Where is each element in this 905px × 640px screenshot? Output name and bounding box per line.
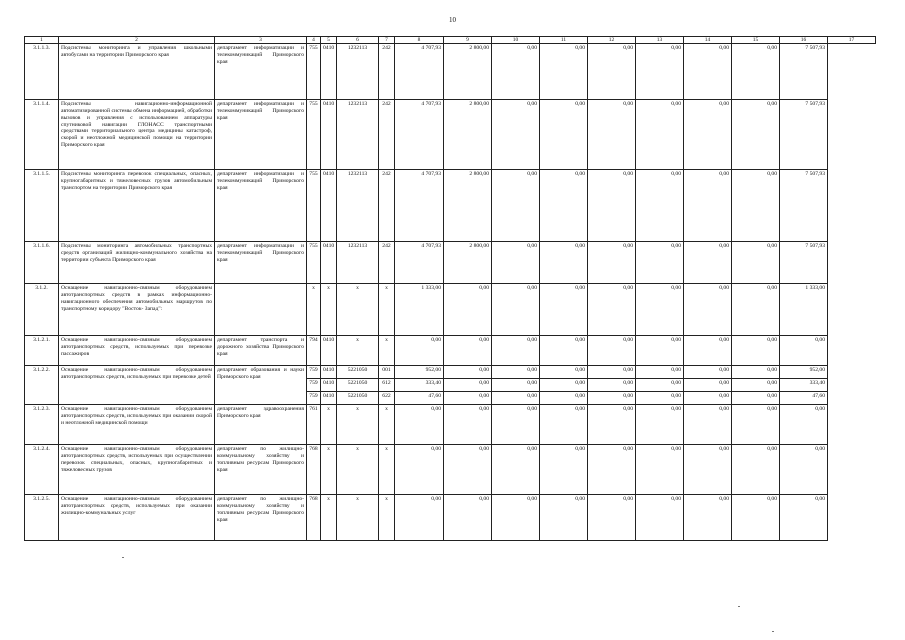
amount-cell: 1 333,00	[780, 284, 828, 336]
table-row	[25, 336, 876, 366]
amount-cell: 0,00	[732, 392, 780, 405]
column-number-header: 3	[215, 37, 307, 44]
column-number-header: 6	[337, 37, 379, 44]
responsible-executor: департамент информатизации и телекоммуникаций Приморского края	[215, 242, 307, 284]
amount-cell: 0,00	[540, 445, 588, 495]
amount-cell: 0,00	[444, 392, 492, 405]
responsible-executor: департамент информатизации и телекоммуникаций Приморского края	[215, 44, 307, 100]
amount-cell: 7 507,93	[780, 100, 828, 170]
amount-cell: 0,00	[732, 170, 780, 242]
amount-cell: 7 507,93	[780, 170, 828, 242]
item-description: Оснащение навигационно-связным оборудованием автотранспортных средств, используемых при перевозке пассажиров	[59, 336, 215, 366]
budget-code-cell: 5221050	[337, 392, 379, 405]
budget-code-cell: 0410	[321, 100, 337, 170]
budget-code-cell: 755	[307, 242, 321, 284]
scan-speck	[738, 606, 740, 607]
amount-cell: 0,00	[684, 495, 732, 541]
budget-code-cell: 1232113	[337, 170, 379, 242]
amount-cell: 0,00	[780, 495, 828, 541]
budget-code-cell: 242	[379, 170, 395, 242]
amount-cell: 0,00	[636, 392, 684, 405]
column-number-header: 12	[588, 37, 636, 44]
amount-cell: 0,00	[540, 284, 588, 336]
item-description: Подсистемы мониторинга автомобильных транспортных средств организаций жилищно-коммунального хозяйства на территории субъекта Приморского края	[59, 242, 215, 284]
amount-cell: 0,00	[444, 405, 492, 445]
item-code: 3.1.1.3.	[25, 44, 59, 100]
amount-cell: 4 707,93	[395, 170, 444, 242]
amount-cell: 0,00	[636, 284, 684, 336]
amount-cell: 0,00	[732, 379, 780, 392]
amount-cell: 952,00	[780, 366, 828, 379]
responsible-executor: департамент транспорта и дорожного хозяйства Приморского края	[215, 336, 307, 366]
budget-code-cell: 242	[379, 242, 395, 284]
amount-cell: 0,00	[588, 170, 636, 242]
budget-code-cell: 768	[307, 445, 321, 495]
scan-speck	[122, 557, 124, 558]
budget-code-cell: 768	[307, 495, 321, 541]
amount-cell: 0,00	[732, 366, 780, 379]
budget-code-cell: 1232113	[337, 242, 379, 284]
column-number-header: 11	[540, 37, 588, 44]
budget-code-cell: 759	[307, 379, 321, 392]
item-description: Оснащение навигационно-связным оборудованием автотранспортных средств, используемых при оказании жилищно-коммунальных услуг	[59, 495, 215, 541]
amount-cell: 0,00	[492, 366, 540, 379]
budget-code-cell: 5221050	[337, 366, 379, 379]
budget-code-cell: x	[379, 445, 395, 495]
budget-code-cell: 0410	[321, 170, 337, 242]
amount-cell: 2 800,00	[444, 170, 492, 242]
amount-cell: 0,00	[492, 44, 540, 100]
column-number-header: 7	[379, 37, 395, 44]
amount-cell: 0,00	[636, 100, 684, 170]
amount-cell: 0,00	[492, 242, 540, 284]
amount-cell: 0,00	[780, 405, 828, 445]
item-code: 3.1.2.2.	[25, 366, 59, 405]
amount-cell: 0,00	[492, 445, 540, 495]
amount-cell: 0,00	[684, 392, 732, 405]
budget-code-cell: 759	[307, 366, 321, 379]
column-number-header: 15	[732, 37, 780, 44]
amount-cell: 4 707,93	[395, 100, 444, 170]
amount-cell: 0,00	[732, 445, 780, 495]
amount-cell: 0,00	[780, 445, 828, 495]
column-number-header: 5	[321, 37, 337, 44]
budget-code-cell: 0410	[321, 392, 337, 405]
responsible-executor: департамент здравоохранения Приморского края	[215, 405, 307, 445]
responsible-executor: департамент по жилищно-коммунальному хозяйству и топливным ресурсам Приморского края	[215, 445, 307, 495]
amount-cell: 0,00	[684, 445, 732, 495]
column-number-header: 17	[828, 37, 876, 44]
amount-cell: 0,00	[588, 284, 636, 336]
amount-cell: 0,00	[636, 495, 684, 541]
amount-cell: 0,00	[636, 445, 684, 495]
amount-cell: 0,00	[636, 379, 684, 392]
table-row	[25, 445, 876, 495]
amount-cell: 0,00	[444, 336, 492, 366]
amount-cell: 0,00	[540, 366, 588, 379]
amount-cell: 0,00	[684, 100, 732, 170]
budget-code-cell: 0410	[321, 44, 337, 100]
amount-cell: 0,00	[732, 336, 780, 366]
amount-cell: 2 800,00	[444, 100, 492, 170]
item-description: Оснащение навигационно-связным оборудованием автотранспортных средств в рамках информационно- навигационного обеспечения автомобильных маршрутов по транспортному коридору "Восток- Запад":	[59, 284, 215, 336]
budget-code-cell: 755	[307, 44, 321, 100]
amount-cell: 0,00	[636, 405, 684, 445]
amount-cell: 0,00	[492, 405, 540, 445]
budget-code-cell: 755	[307, 170, 321, 242]
amount-cell: 0,00	[540, 242, 588, 284]
amount-cell: 0,00	[684, 405, 732, 445]
budget-code-cell: x	[321, 405, 337, 445]
table-row	[25, 100, 876, 170]
table-row	[25, 495, 876, 541]
budget-code-cell: 0410	[321, 336, 337, 366]
amount-cell: 47,60	[395, 392, 444, 405]
budget-code-cell: 622	[379, 392, 395, 405]
amount-cell: 0,00	[684, 44, 732, 100]
item-description: Оснащение навигационно-связным оборудованием автотранспортных средств, используемых при оказании скорой и неотложной медицинской помощи	[59, 405, 215, 445]
amount-cell: 0,00	[540, 336, 588, 366]
budget-code-cell: x	[337, 495, 379, 541]
amount-cell: 0,00	[780, 336, 828, 366]
amount-cell: 0,00	[540, 379, 588, 392]
column-number-header: 10	[492, 37, 540, 44]
amount-cell: 0,00	[444, 445, 492, 495]
amount-cell: 0,00	[588, 379, 636, 392]
table-row	[25, 284, 876, 336]
budget-code-cell: x	[379, 336, 395, 366]
table-row	[25, 44, 876, 100]
amount-cell: 0,00	[492, 495, 540, 541]
scan-speck	[772, 631, 774, 632]
column-number-header: 4	[307, 37, 321, 44]
amount-cell: 0,00	[636, 336, 684, 366]
amount-cell: 333,40	[780, 379, 828, 392]
amount-cell: 0,00	[588, 100, 636, 170]
amount-cell: 1 333,00	[395, 284, 444, 336]
budget-code-cell: x	[379, 405, 395, 445]
item-code: 3.1.2.3.	[25, 405, 59, 445]
item-code: 3.1.1.4.	[25, 100, 59, 170]
amount-cell: 0,00	[684, 242, 732, 284]
budget-code-cell: x	[337, 284, 379, 336]
amount-cell: 0,00	[492, 336, 540, 366]
column-number-header: 8	[395, 37, 444, 44]
budget-code-cell: x	[337, 336, 379, 366]
amount-cell: 0,00	[588, 366, 636, 379]
amount-cell: 0,00	[588, 242, 636, 284]
table-row	[25, 405, 876, 445]
column-number-header: 16	[780, 37, 828, 44]
amount-cell: 0,00	[588, 495, 636, 541]
budget-table	[24, 36, 876, 541]
budget-code-cell: 761	[307, 405, 321, 445]
amount-cell: 0,00	[588, 336, 636, 366]
amount-cell: 2 800,00	[444, 44, 492, 100]
responsible-executor: департамент информатизации и телекоммуникаций Приморского края	[215, 170, 307, 242]
amount-cell: 0,00	[540, 405, 588, 445]
amount-cell: 0,00	[395, 336, 444, 366]
amount-cell: 0,00	[684, 336, 732, 366]
amount-cell: 0,00	[540, 495, 588, 541]
amount-cell: 0,00	[636, 242, 684, 284]
item-code: 3.1.2.	[25, 284, 59, 336]
item-code: 3.1.2.1.	[25, 336, 59, 366]
budget-code-cell: x	[307, 284, 321, 336]
item-code: 3.1.2.4.	[25, 445, 59, 495]
budget-code-cell: 5221050	[337, 379, 379, 392]
amount-cell: 0,00	[444, 495, 492, 541]
column-number-header: 14	[684, 37, 732, 44]
budget-code-cell: 0410	[321, 242, 337, 284]
amount-cell: 0,00	[540, 392, 588, 405]
budget-code-cell: x	[337, 405, 379, 445]
table-row	[25, 366, 876, 379]
amount-cell: 0,00	[588, 392, 636, 405]
table-row	[25, 242, 876, 284]
budget-code-cell: 1232113	[337, 100, 379, 170]
item-description: Подсистемы навигационно-информационной автоматизированной системы обмена информацией, обработки вызовов и управления с использованием аппаратуры спутниковой навигации ГЛОНАСС транспортными средствами территориального центра медицины катастроф, скорой и неотложной медицинской помощи на территории Приморского края	[59, 100, 215, 170]
amount-cell: 0,00	[540, 170, 588, 242]
amount-cell: 0,00	[444, 366, 492, 379]
amount-cell: 0,00	[636, 366, 684, 379]
amount-cell: 0,00	[732, 44, 780, 100]
budget-code-cell: 242	[379, 44, 395, 100]
amount-cell: 0,00	[588, 445, 636, 495]
amount-cell: 0,00	[732, 242, 780, 284]
budget-code-cell: 612	[379, 379, 395, 392]
item-code: 3.1.1.5.	[25, 170, 59, 242]
amount-cell: 0,00	[636, 44, 684, 100]
amount-cell: 2 800,00	[444, 242, 492, 284]
item-code: 3.1.2.5.	[25, 495, 59, 541]
amount-cell: 0,00	[492, 379, 540, 392]
item-description: Подсистемы мониторинга перевозок специальных, опасных, крупногабаритных и тяжеловесных грузов автомобильным транспортом на территории Приморского края	[59, 170, 215, 242]
item-description: Оснащение навигационно-связным оборудованием автотранспортных средств, используемых при осуществлении перевозок специальных, опасных, крупногабаритных и тяжеловесных грузов	[59, 445, 215, 495]
budget-code-cell: x	[321, 495, 337, 541]
amount-cell: 0,00	[395, 405, 444, 445]
table-header-row	[25, 37, 876, 44]
amount-cell: 4 707,93	[395, 44, 444, 100]
amount-cell: 0,00	[684, 284, 732, 336]
amount-cell: 0,00	[395, 495, 444, 541]
budget-code-cell: x	[321, 445, 337, 495]
budget-code-cell: x	[379, 495, 395, 541]
amount-cell: 7 507,93	[780, 44, 828, 100]
item-description: Оснащение навигационно-связным оборудованием автотранспортных средств, используемых при перевозке детей	[59, 366, 215, 405]
amount-cell: 47,60	[780, 392, 828, 405]
budget-code-cell: x	[379, 284, 395, 336]
budget-code-cell: 755	[307, 100, 321, 170]
table-row	[25, 170, 876, 242]
amount-cell: 0,00	[492, 284, 540, 336]
column-number-header: 13	[636, 37, 684, 44]
budget-code-cell: 0410	[321, 366, 337, 379]
budget-code-cell: x	[337, 445, 379, 495]
responsible-executor: департамент информатизации и телекоммуникаций Приморского края	[215, 100, 307, 170]
amount-cell: 0,00	[732, 284, 780, 336]
amount-cell: 0,00	[444, 379, 492, 392]
amount-cell: 0,00	[588, 44, 636, 100]
budget-code-cell: 0410	[321, 379, 337, 392]
amount-cell: 0,00	[492, 392, 540, 405]
amount-cell: 0,00	[540, 44, 588, 100]
item-code: 3.1.1.6.	[25, 242, 59, 284]
amount-cell: 0,00	[732, 495, 780, 541]
amount-cell: 0,00	[492, 100, 540, 170]
page-number: 10	[449, 16, 456, 24]
amount-cell: 0,00	[492, 170, 540, 242]
responsible-executor: департамент по жилищно-коммунальному хозяйству и топливным ресурсам Приморского края	[215, 495, 307, 541]
amount-cell: 4 707,93	[395, 242, 444, 284]
amount-cell: 0,00	[540, 100, 588, 170]
amount-cell: 952,00	[395, 366, 444, 379]
responsible-executor: департамент образования и науки Приморского края	[215, 366, 307, 405]
column-number-header: 1	[25, 37, 59, 44]
item-description: Подсистемы мониторинга и управления школьными автобусами на территории Приморского края	[59, 44, 215, 100]
amount-cell: 0,00	[684, 379, 732, 392]
column-number-header: 9	[444, 37, 492, 44]
amount-cell: 0,00	[444, 284, 492, 336]
budget-code-cell: 759	[307, 392, 321, 405]
budget-code-cell: 794	[307, 336, 321, 366]
amount-cell: 333,40	[395, 379, 444, 392]
amount-cell: 0,00	[636, 170, 684, 242]
budget-code-cell: 1232113	[337, 44, 379, 100]
amount-cell: 0,00	[732, 100, 780, 170]
budget-code-cell: 242	[379, 100, 395, 170]
amount-cell: 0,00	[588, 405, 636, 445]
amount-cell: 0,00	[395, 445, 444, 495]
amount-cell: 0,00	[732, 405, 780, 445]
amount-cell: 7 507,93	[780, 242, 828, 284]
column-number-header: 2	[59, 37, 215, 44]
responsible-executor	[215, 284, 307, 336]
amount-cell: 0,00	[684, 366, 732, 379]
amount-cell: 0,00	[684, 170, 732, 242]
budget-code-cell: x	[321, 284, 337, 336]
budget-code-cell: 001	[379, 366, 395, 379]
